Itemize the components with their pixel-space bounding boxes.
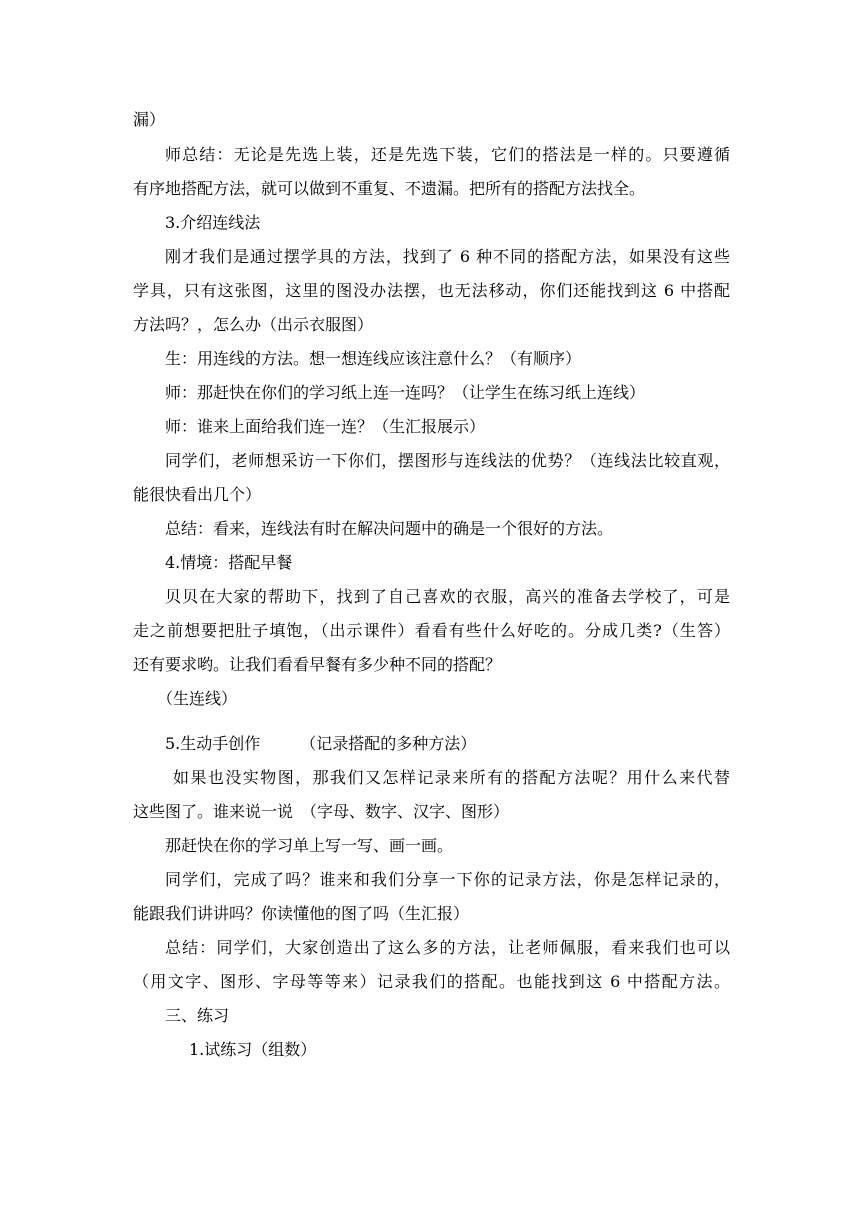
text-line: 方法吗？，怎么办（出示衣服图） — [133, 315, 374, 334]
text-line: 如果也没实物图，那我们又怎样记录来所有的搭配方法呢？用什么来代替 — [173, 768, 730, 787]
text-line: 总结：看来，连线法有时在解决问题中的确是一个很好的方法。 — [165, 519, 614, 538]
text-line: 同学们，老师想采访一下你们，摆图形与连线法的优势？（连线法比较直观， — [165, 451, 730, 470]
text-line: （生连线） — [157, 689, 238, 708]
text-line: 贝贝在大家的帮助下，找到了自己喜欢的衣服，高兴的准备去学校了，可是 — [165, 587, 730, 606]
text-line: 同学们，完成了吗？谁来和我们分享一下你的记录方法，你是怎样记录的， — [165, 870, 730, 889]
text-line: 总结：同学们，大家创造出了这么多的方法，让老师佩服，看来我们也可以 — [165, 938, 730, 957]
text-line: 能很快看出几个） — [133, 485, 262, 504]
text-line: 刚才我们是通过摆学具的方法，找到了 6 种不同的搭配方法，如果没有这些 — [165, 247, 730, 266]
text-line: 那赶快在你的学习单上写一写、画一画。 — [165, 836, 454, 855]
section-heading: 三、练习 — [165, 1006, 230, 1025]
text-line: 还有要求哟。让我们看看早餐有多少种不同的搭配？ — [133, 655, 502, 674]
section-heading: 1.试练习（组数） — [189, 1040, 317, 1059]
text-line: 能跟我们讲讲吗？你读懂他的图了吗（生汇报） — [133, 904, 470, 923]
section-heading: 5.生动手创作 （记录搭配的多种方法） — [165, 734, 477, 753]
text-line: 学具，只有这张图，这里的图没办法摆，也无法移动，你们还能找到这 6 中搭配 — [133, 281, 730, 300]
section-heading: 3.介绍连线法 — [165, 213, 261, 232]
section-heading: 4.情境：搭配早餐 — [165, 553, 293, 572]
text-line: 有序地搭配方法，就可以做到不重复、不遗漏。把所有的搭配方法找全。 — [133, 179, 646, 198]
text-line: （用文字、图形、字母等等来）记录我们的搭配。也能找到这 6 中搭配方法。 — [133, 972, 730, 991]
text-line: 师：谁来上面给我们连一连？（生汇报展示） — [165, 417, 486, 436]
text-line: 生：用连线的方法。想一想连线应该注意什么？（有顺序） — [165, 349, 582, 368]
text-line: 师总结：无论是先选上装，还是先选下装，它们的搭法是一样的。只要遵循 — [165, 145, 730, 164]
text-line: 师：那赶快在你们的学习纸上连一连吗？（让学生在练习纸上连线） — [165, 383, 646, 402]
text-line: 走之前想要把肚子填饱，（出示课件）看看有些什么好吃的。分成几类?（生答） — [133, 621, 730, 640]
text-line: 漏） — [133, 110, 166, 129]
text-line: 这些图了。谁来说一说 （字母、数字、汉字、图形） — [133, 802, 510, 821]
